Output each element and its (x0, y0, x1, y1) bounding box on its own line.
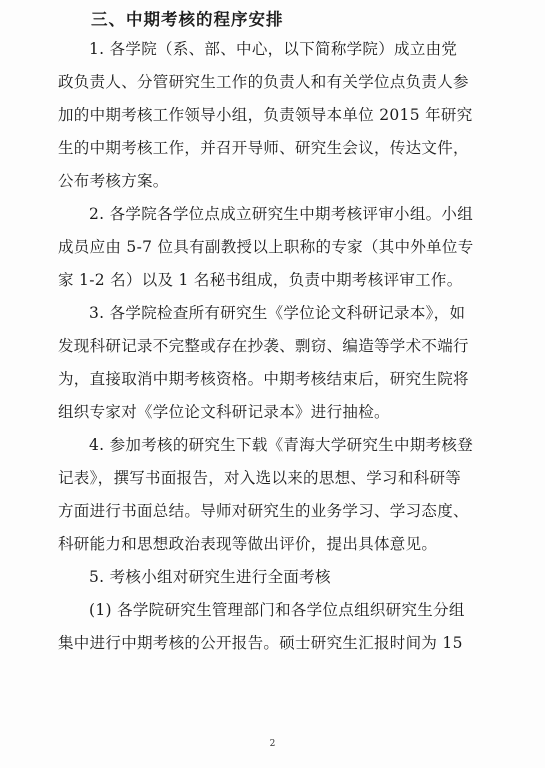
paragraph-line: 集中进行中期考核的公开报告。硕士研究生汇报时间为 15 (58, 634, 463, 652)
paragraph-line: 加的中期考核工作领导小组，负责领导本单位 2015 年研究 (58, 106, 473, 124)
paragraph-line: 为，直接取消中期考核资格。中期考核结束后，研究生院将 (58, 370, 469, 388)
paragraph-line: 组织专家对《学位论文科研记录本》进行抽检。 (58, 403, 390, 421)
section-heading: 三、中期考核的程序安排 (91, 10, 284, 29)
paragraph-line: 3. 各学院检查所有研究生《学位论文科研记录本》，如 (89, 304, 466, 322)
paragraph-line: 方面进行书面总结。导师对研究生的业务学习、学习态度、 (58, 502, 469, 520)
paragraph-line: 4. 参加考核的研究生下载《青海大学研究生中期考核登 (89, 436, 474, 454)
paragraph-line: 5. 考核小组对研究生进行全面考核 (89, 568, 331, 586)
paragraph-line: 发现科研记录不完整或存在抄袭、剽窃、编造等学术不端行 (58, 337, 469, 355)
paragraph-line: 记表》，撰写书面报告，对入选以来的思想、学习和科研等 (58, 469, 462, 487)
page-number: 2 (269, 739, 276, 749)
paragraph-line: (1) 各学院研究生管理部门和各学位点组织研究生分组 (89, 601, 465, 619)
paragraph-line: 2. 各学院各学位点成立研究生中期考核评审小组。小组 (89, 205, 474, 223)
paragraph-line: 家 1-2 名）以及 1 名秘书组成，负责中期考核评审工作。 (58, 271, 463, 289)
paragraph-line: 生的中期考核工作，并召开导师、研究生会议，传达文件， (58, 139, 469, 157)
paragraph-line: 成员应由 5-7 位具有副教授以上职称的专家（其中外单位专 (58, 238, 474, 256)
paragraph-line: 科研能力和思想政治表现等做出评价，提出具体意见。 (58, 535, 438, 553)
paragraph-line: 政负责人、分管研究生工作的负责人和有关学位点负责人参 (58, 73, 469, 91)
paragraph-line: 1. 各学院（系、部、中心，以下简称学院）成立由党 (89, 40, 458, 58)
paragraph-line: 公布考核方案。 (58, 172, 169, 190)
